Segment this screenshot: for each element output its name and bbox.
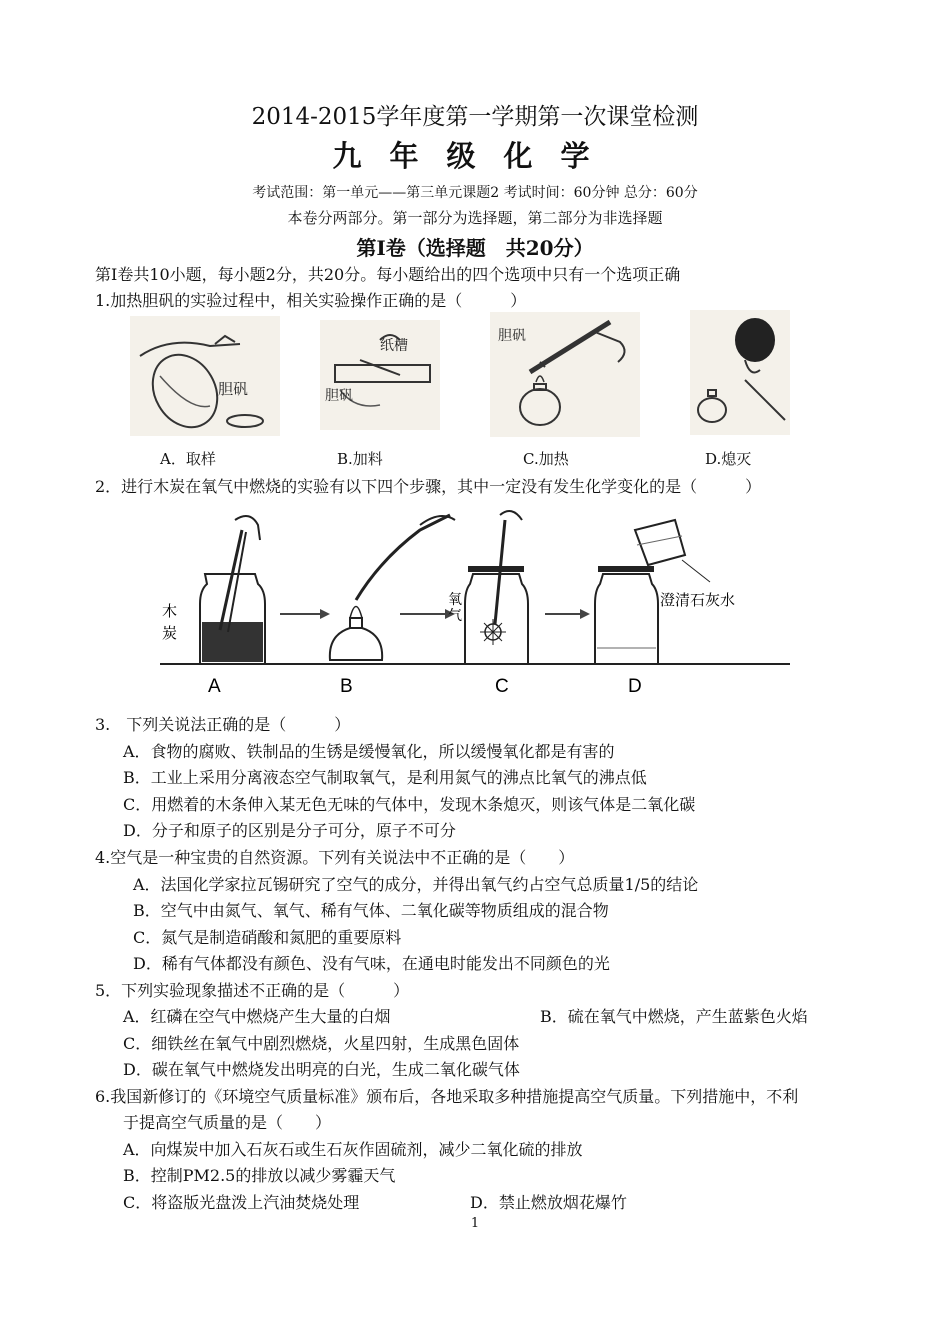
- q1-figure-d: [690, 310, 790, 435]
- exam-scope: 考试范围：第一单元——第三单元课题2 考试时间：60分钟 总分：60分: [252, 185, 698, 201]
- q1b-label-alum: 胆矾: [325, 388, 353, 404]
- q2-label-qi: 气: [448, 608, 462, 624]
- q5-option-d: D．碳在氧气中燃烧发出明亮的白光，生成二氧化碳气体: [123, 1060, 520, 1079]
- subject-title: 九年级化学: [332, 139, 618, 173]
- q2-lamp-b: [330, 515, 455, 660]
- q3-option-b: B．工业上采用分离液态空气制取氧气，是利用氮气的沸点比氧气的沸点低: [123, 768, 647, 787]
- q3-stem: 3. 下列关说法正确的是（ ）: [95, 715, 351, 734]
- q3-option-d: D．分子和原子的区别是分子可分，原子不可分: [123, 821, 456, 840]
- q1a-label: 胆矾: [218, 380, 249, 398]
- q5-option-c: C．细铁丝在氧气中剧烈燃烧，火星四射，生成黑色固体: [123, 1034, 520, 1053]
- q6-option-a: A．向煤炭中加入石灰石或生石灰作固硫剂，减少二氧化硫的排放: [123, 1140, 583, 1159]
- q2-label-water: 澄清石灰水: [660, 591, 736, 609]
- q1-option-c: C.加热: [523, 450, 569, 468]
- q3-option-a: A．食物的腐败、铁制品的生锈是缓慢氧化，所以缓慢氧化都是有害的: [123, 742, 615, 761]
- page-number: 1: [470, 1216, 480, 1231]
- q5-stem: 5．下列实验现象描述不正确的是（ ）: [95, 981, 410, 1000]
- q2-letter-a: A: [208, 676, 221, 697]
- q1-figure-a: [130, 316, 280, 436]
- q2-jar-c: [465, 511, 528, 664]
- q6-stem-continued: 于提高空气质量的是（ ）: [123, 1113, 332, 1132]
- q2-label-yang: 氧: [448, 592, 462, 608]
- q1b-label-paper: 纸槽: [380, 338, 408, 354]
- q1-option-b: B.加料: [337, 450, 383, 468]
- q6-option-b: B．控制PM2.5的排放以减少雾霾天气: [123, 1166, 396, 1185]
- q4-option-b: B．空气中由氮气、氧气、稀有气体、二氧化碳等物质组成的混合物: [133, 901, 609, 920]
- q1c-label: 胆矾: [498, 328, 526, 344]
- q2-label-mu: 木: [162, 602, 178, 620]
- q4-stem: 4.空气是一种宝贵的自然资源。下列有关说法中不正确的是（ ）: [95, 848, 575, 867]
- q3-option-c: C．用燃着的木条伸入某无色无味的气体中，发现木条熄灭，则该气体是二氧化碳: [123, 795, 696, 814]
- q2-stem: 2．进行木炭在氧气中燃烧的实验有以下四个步骤，其中一定没有发生化学变化的是（ ）: [95, 477, 762, 496]
- section-heading: 第Ⅰ卷（选择题 共20分）: [356, 236, 594, 260]
- q4-option-c: C．氮气是制造硝酸和氮肥的重要原料: [133, 928, 402, 947]
- q6-stem: 6.我国新修订的《环境空气质量标准》颁布后，各地采取多种措施提高空气质量。下列措施中，不利: [95, 1087, 799, 1106]
- q5-option-a: A．红磷在空气中燃烧产生大量的白烟: [123, 1007, 391, 1026]
- q2-figure: [150, 500, 800, 705]
- q5-option-b: B．硫在氧气中燃烧，产生蓝紫色火焰: [540, 1007, 808, 1026]
- section-intro: 第Ⅰ卷共10小题，每小题2分，共20分。每小题给出的四个选项中只有一个选项正确: [95, 265, 681, 284]
- q4-option-a: A．法国化学家拉瓦锡研究了空气的成分，并得出氧气约占空气总质量1/5的结论: [133, 875, 699, 894]
- q2-label-tan: 炭: [162, 624, 178, 642]
- q2-jar-a: [200, 516, 265, 664]
- q6-option-c: C．将盗版光盘泼上汽油焚烧处理: [123, 1193, 360, 1212]
- q2-letter-d: D: [628, 676, 642, 697]
- q2-letter-b: B: [340, 676, 353, 697]
- q1-figure-c: [490, 312, 640, 437]
- exam-title: 2014-2015学年度第一学期第一次课堂检测: [251, 104, 699, 130]
- q1-option-d: D.熄灭: [705, 450, 752, 468]
- q1-stem: 1.加热胆矾的实验过程中，相关实验操作正确的是（ ）: [95, 291, 527, 310]
- q2-letter-c: C: [495, 676, 509, 697]
- q6-option-d: D．禁止燃放烟花爆竹: [470, 1193, 627, 1212]
- q1-option-a: A．取样: [160, 450, 216, 468]
- q1-figure-b: [320, 320, 440, 430]
- q4-option-d: D．稀有气体都没有颜色、没有气味，在通电时能发出不同颜色的光: [133, 954, 610, 973]
- exam-parts-note: 本卷分两部分。第一部分为选择题，第二部分为非选择题: [287, 209, 663, 227]
